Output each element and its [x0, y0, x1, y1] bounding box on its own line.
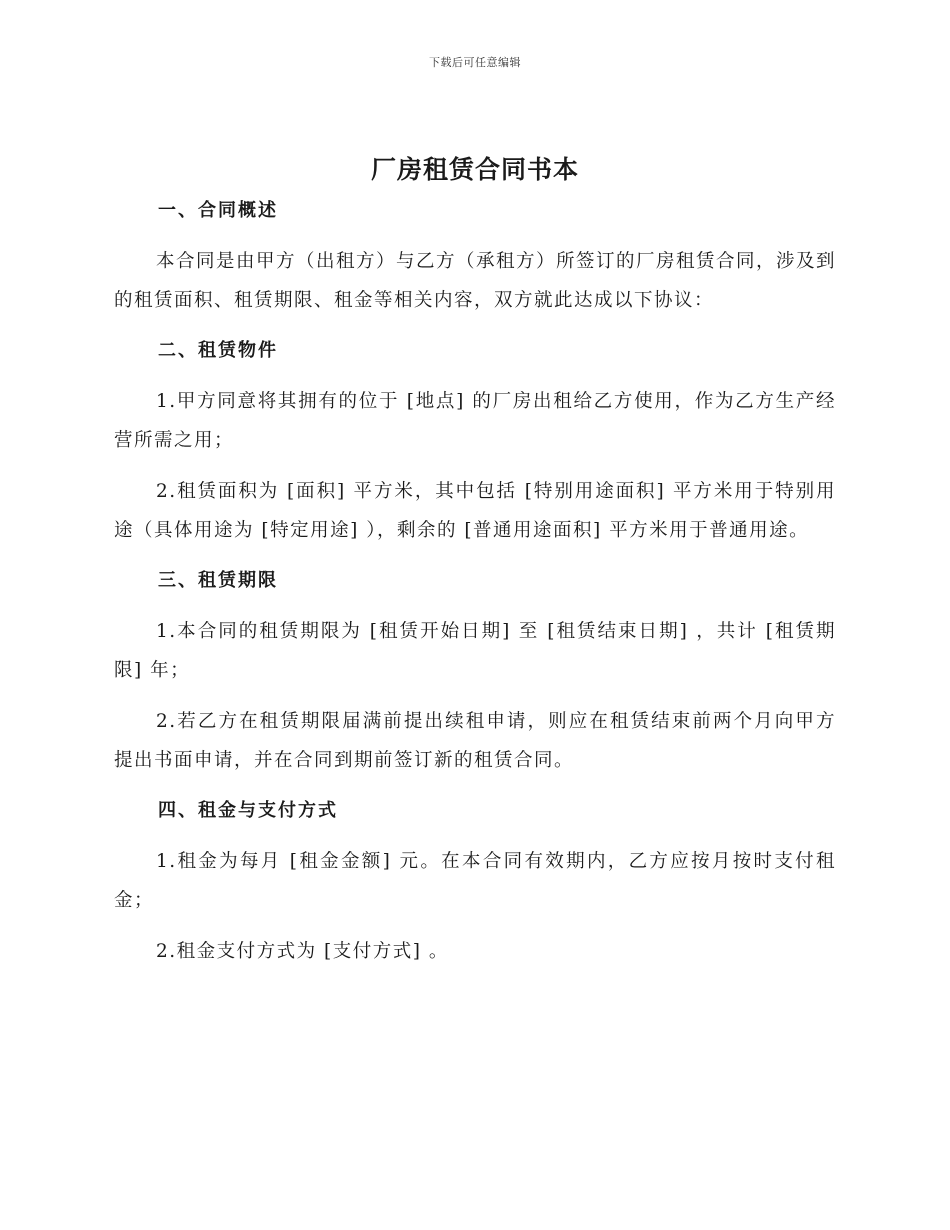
paragraph-term-renewal: 2.若乙方在租赁期限届满前提出续租申请，则应在租赁结束前两个月向甲方提出书面申请，并在合同到期前签订新的租赁合同。 — [114, 711, 836, 771]
section-heading-lease-term: 三、租赁期限 — [158, 570, 278, 591]
paragraph-property-area: 2.租赁面积为 [面积] 平方米，其中包括 [特别用途面积] 平方米用于特别用途（具体用途为 [特定用途] ），剩余的 [普通用途面积] 平方米用于普通用途。 — [114, 481, 836, 541]
paragraph-property-location: 1.甲方同意将其拥有的位于 [地点] 的厂房出租给乙方使用，作为乙方生产经营所需之用； — [114, 391, 836, 451]
page-title: 厂房租赁合同书本 — [370, 155, 579, 184]
section-heading-rent-payment: 四、租金与支付方式 — [158, 800, 338, 821]
paragraph-overview: 本合同是由甲方（出租方）与乙方（承租方）所签订的厂房租赁合同，涉及到的租赁面积、租赁期限、租金等相关内容，双方就此达成以下协议： — [114, 251, 837, 311]
header-note: 下载后可任意编辑 — [429, 56, 521, 69]
paragraph-rent-amount: 1.租金为每月 [租金金额] 元。在本合同有效期内，乙方应按月按时支付租金； — [114, 851, 836, 911]
section-heading-leased-property: 二、租赁物件 — [158, 340, 278, 361]
paragraph-term-period: 1.本合同的租赁期限为 [租赁开始日期] 至 [租赁结束日期] ，共计 [租赁期限] 年； — [114, 621, 836, 681]
paragraph-payment-method: 2.租金支付方式为 [支付方式] 。 — [156, 941, 449, 962]
section-heading-overview: 一、合同概述 — [158, 200, 278, 221]
document-body — [114, 196, 836, 971]
